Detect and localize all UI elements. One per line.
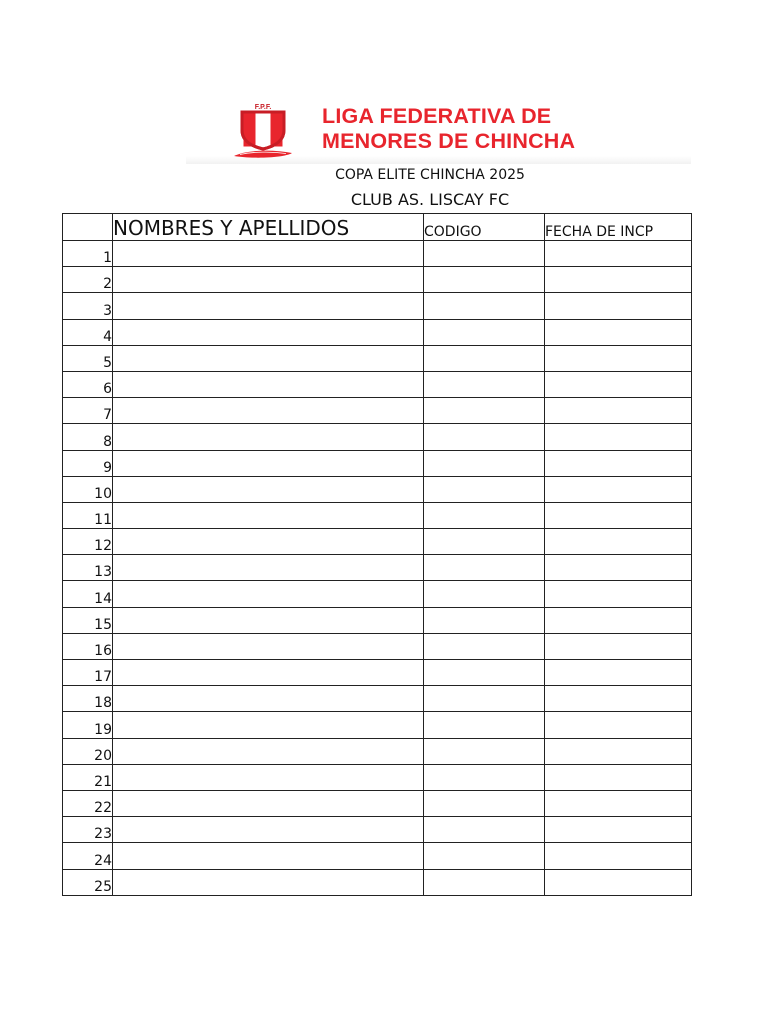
code-cell[interactable] <box>424 764 545 790</box>
table-row <box>63 293 692 319</box>
row-number: 10 <box>63 476 113 502</box>
name-cell[interactable] <box>113 764 424 790</box>
name-cell[interactable] <box>113 660 424 686</box>
name-cell[interactable] <box>113 817 424 843</box>
row-number: 11 <box>63 502 113 528</box>
name-cell[interactable] <box>113 686 424 712</box>
code-cell[interactable] <box>424 633 545 659</box>
row-number: 24 <box>63 843 113 869</box>
code-cell[interactable] <box>424 738 545 764</box>
table-row <box>63 529 692 555</box>
row-number: 15 <box>63 607 113 633</box>
table-row <box>63 686 692 712</box>
date-cell[interactable] <box>545 869 692 895</box>
name-cell[interactable] <box>113 267 424 293</box>
row-number: 16 <box>63 633 113 659</box>
roster-body <box>63 241 692 896</box>
date-cell[interactable] <box>545 607 692 633</box>
code-cell[interactable] <box>424 607 545 633</box>
code-cell[interactable] <box>424 476 545 502</box>
code-cell[interactable] <box>424 790 545 816</box>
name-cell[interactable] <box>113 319 424 345</box>
date-cell[interactable] <box>545 424 692 450</box>
code-cell[interactable] <box>424 529 545 555</box>
code-cell[interactable] <box>424 319 545 345</box>
name-cell[interactable] <box>113 424 424 450</box>
league-title <box>322 104 692 154</box>
date-cell[interactable] <box>545 371 692 397</box>
row-number: 20 <box>63 738 113 764</box>
table-row <box>63 843 692 869</box>
fpf-crest-logo <box>232 100 294 160</box>
code-cell[interactable] <box>424 424 545 450</box>
name-cell[interactable] <box>113 529 424 555</box>
table-row <box>63 398 692 424</box>
date-cell[interactable] <box>545 502 692 528</box>
name-cell[interactable] <box>113 345 424 371</box>
row-number: 6 <box>63 371 113 397</box>
table-row <box>63 555 692 581</box>
row-number: 5 <box>63 345 113 371</box>
table-row <box>63 581 692 607</box>
row-number: 23 <box>63 817 113 843</box>
date-cell[interactable] <box>545 843 692 869</box>
date-cell[interactable] <box>545 581 692 607</box>
tournament-name: COPA ELITE CHINCHA 2025 <box>335 167 525 183</box>
row-number: 9 <box>63 450 113 476</box>
table-row <box>63 476 692 502</box>
table-row <box>63 869 692 895</box>
row-number: 7 <box>63 398 113 424</box>
name-cell[interactable] <box>113 712 424 738</box>
date-cell[interactable] <box>545 476 692 502</box>
table-row <box>63 424 692 450</box>
table-row <box>63 738 692 764</box>
number-column-header <box>63 214 113 241</box>
table-row <box>63 319 692 345</box>
name-cell[interactable] <box>113 869 424 895</box>
date-cell[interactable] <box>545 293 692 319</box>
name-cell[interactable] <box>113 293 424 319</box>
date-cell[interactable] <box>545 319 692 345</box>
code-cell[interactable] <box>424 817 545 843</box>
date-cell[interactable] <box>545 712 692 738</box>
name-cell[interactable] <box>113 502 424 528</box>
row-number: 19 <box>63 712 113 738</box>
name-cell[interactable] <box>113 555 424 581</box>
table-row <box>63 450 692 476</box>
code-cell[interactable] <box>424 660 545 686</box>
date-cell[interactable] <box>545 345 692 371</box>
date-cell[interactable] <box>545 241 692 267</box>
date-cell[interactable] <box>545 398 692 424</box>
date-cell[interactable] <box>545 790 692 816</box>
code-cell[interactable] <box>424 345 545 371</box>
row-number: 13 <box>63 555 113 581</box>
row-number: 1 <box>63 241 113 267</box>
league-title-line2: MENORES DE CHINCHA <box>322 129 576 153</box>
table-row <box>63 660 692 686</box>
date-cell[interactable] <box>545 267 692 293</box>
date-cell[interactable] <box>545 738 692 764</box>
code-cell[interactable] <box>424 869 545 895</box>
code-cell[interactable] <box>424 293 545 319</box>
code-cell[interactable] <box>424 450 545 476</box>
code-column-header: CODIGO <box>424 214 545 241</box>
row-number: 3 <box>63 293 113 319</box>
name-column-header: NOMBRES Y APELLIDOS <box>113 214 424 241</box>
row-number: 22 <box>63 790 113 816</box>
name-cell[interactable] <box>113 790 424 816</box>
date-cell[interactable] <box>545 660 692 686</box>
table-row <box>63 607 692 633</box>
name-cell[interactable] <box>113 607 424 633</box>
row-number: 4 <box>63 319 113 345</box>
code-cell[interactable] <box>424 398 545 424</box>
league-title-line1: LIGA FEDERATIVA DE <box>322 104 552 128</box>
name-cell[interactable] <box>113 450 424 476</box>
table-row <box>63 371 692 397</box>
header-row <box>63 214 692 241</box>
row-number: 8 <box>63 424 113 450</box>
date-column-header: FECHA DE INCP <box>545 214 692 241</box>
code-cell[interactable] <box>424 843 545 869</box>
date-cell[interactable] <box>545 686 692 712</box>
name-cell[interactable] <box>113 738 424 764</box>
table-row <box>63 267 692 293</box>
name-cell[interactable] <box>113 843 424 869</box>
name-cell[interactable] <box>113 633 424 659</box>
code-cell[interactable] <box>424 502 545 528</box>
row-number: 12 <box>63 529 113 555</box>
name-cell[interactable] <box>113 241 424 267</box>
code-cell[interactable] <box>424 267 545 293</box>
row-number: 18 <box>63 686 113 712</box>
code-cell[interactable] <box>424 241 545 267</box>
code-cell[interactable] <box>424 581 545 607</box>
club-name: CLUB AS. LISCAY FC <box>350 190 510 209</box>
name-cell[interactable] <box>113 581 424 607</box>
code-cell[interactable] <box>424 371 545 397</box>
row-number: 17 <box>63 660 113 686</box>
row-number: 14 <box>63 581 113 607</box>
code-cell[interactable] <box>424 712 545 738</box>
table-row <box>63 790 692 816</box>
table-row <box>63 764 692 790</box>
name-cell[interactable] <box>113 476 424 502</box>
date-cell[interactable] <box>545 633 692 659</box>
table-row <box>63 502 692 528</box>
crest-text: F.P.F. <box>254 104 272 111</box>
roster-table <box>62 213 692 896</box>
code-cell[interactable] <box>424 686 545 712</box>
row-number: 21 <box>63 764 113 790</box>
date-cell[interactable] <box>545 529 692 555</box>
table-row <box>63 241 692 267</box>
code-cell[interactable] <box>424 555 545 581</box>
date-cell[interactable] <box>545 450 692 476</box>
table-row <box>63 345 692 371</box>
table-row <box>63 633 692 659</box>
row-number: 25 <box>63 869 113 895</box>
name-cell[interactable] <box>113 371 424 397</box>
date-cell[interactable] <box>545 817 692 843</box>
table-row <box>63 712 692 738</box>
date-cell[interactable] <box>545 764 692 790</box>
row-number: 2 <box>63 267 113 293</box>
name-cell[interactable] <box>113 398 424 424</box>
table-row <box>63 817 692 843</box>
date-cell[interactable] <box>545 555 692 581</box>
